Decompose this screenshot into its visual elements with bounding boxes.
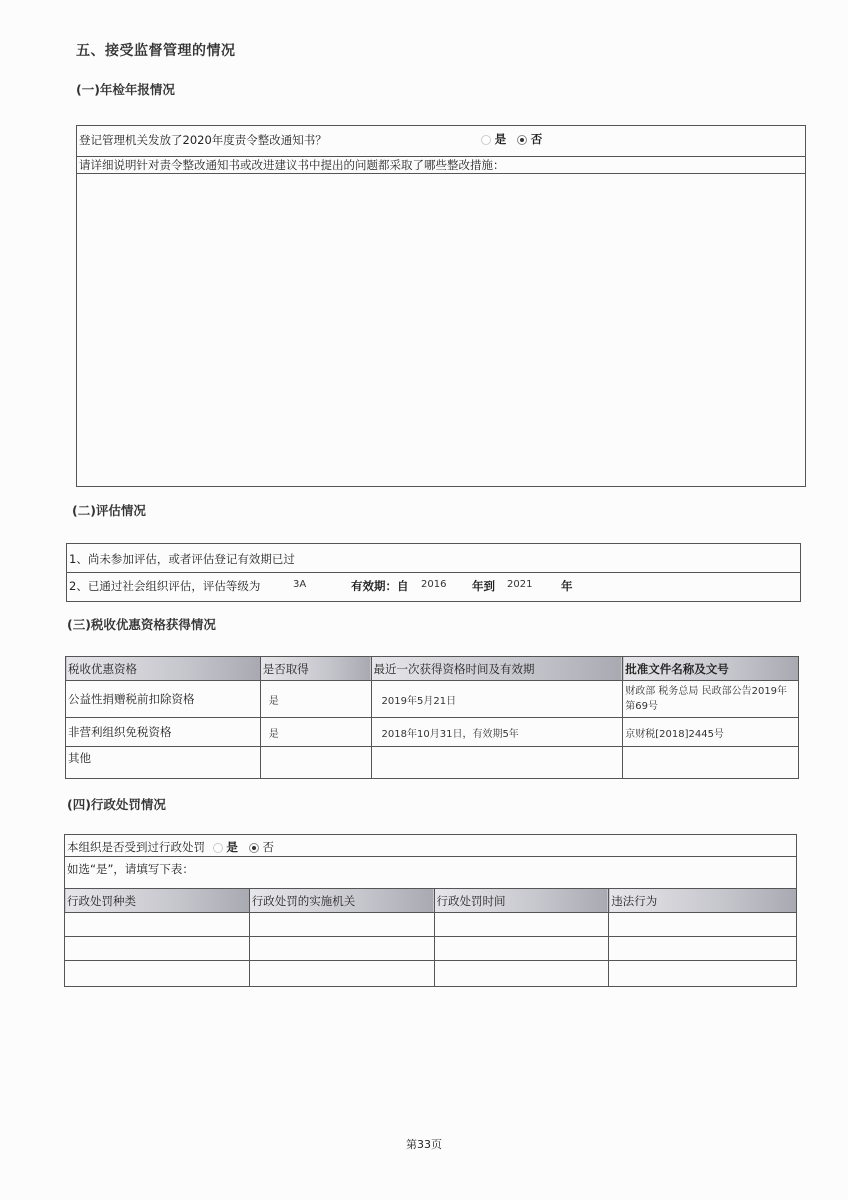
assessment-divider [67,572,800,573]
tax-cell-time: 2019年5月21日 [371,681,623,718]
penalty-cell[interactable] [434,913,609,937]
penalty-radio-no[interactable] [249,843,259,853]
tax-cell-qualification: 公益性捐赠税前扣除资格 [66,681,261,718]
tax-header-row [66,657,799,681]
assessment-box [66,543,801,602]
penalty-col-type: 行政处罚种类 [65,889,250,913]
annual-detail-label: 请详细说明针对责令整改通知书或改进建议书中提出的问题都采取了哪些整改措施： [79,158,505,172]
assessment-end-year: 2021 [507,579,533,590]
table-row [66,681,799,718]
annual-detail-area[interactable] [77,174,805,486]
penalty-col-authority: 行政处罚的实施机关 [249,889,434,913]
penalty-question-group [67,839,274,855]
annual-yes-label: 是 [494,132,507,146]
penalty-table [64,888,797,987]
annual-radio-group [481,131,542,147]
penalty-cell[interactable] [249,961,434,987]
tax-cell-approval: 京财税[2018]2445号 [623,718,799,747]
penalty-cell[interactable] [609,937,797,961]
tax-cell-approval: 财政部 税务总局 民政部公告2019年第69号 [623,681,799,718]
annual-box [76,125,806,487]
table-row [65,961,797,987]
assessment-level: 3A [293,579,307,590]
assessment-row-2-label: 2、已通过社会组织评估，评估等级为 [69,579,261,593]
penalty-cell[interactable] [65,937,250,961]
penalty-cell[interactable] [65,913,250,937]
penalty-col-violation: 违法行为 [609,889,797,913]
tax-cell-qualification: 非营利组织免税资格 [66,718,261,747]
tax-col-latest-time: 最近一次获得资格时间及有效期 [371,657,623,681]
assessment-year-suffix: 年 [561,579,573,593]
tax-heading: (三)税收优惠资格获得情况 [67,617,216,632]
tax-cell-time: 2018年10月31日，有效期5年 [371,718,623,747]
penalty-col-time: 行政处罚时间 [434,889,609,913]
tax-cell-qualification: 其他 [66,747,261,779]
annual-question: 登记管理机关发放了2020年度责令整改通知书？ [79,133,327,147]
penalty-question: 本组织是否受到过行政处罚 [67,840,205,854]
assessment-heading: (二)评估情况 [72,503,146,518]
penalty-cell[interactable] [434,937,609,961]
annual-heading: (一)年检年报情况 [76,82,175,97]
tax-cell-obtained: 是 [260,718,371,747]
annual-no-label: 否 [530,132,543,146]
penalty-fill-note: 如选“是”，请填写下表： [67,862,194,876]
penalty-cell[interactable] [609,913,797,937]
assessment-row-1: 1、尚未参加评估，或者评估登记有效期已过 [69,552,295,566]
table-row [65,937,797,961]
page-number: 第33页 [406,1138,442,1151]
penalty-no-label: 否 [262,840,274,854]
penalty-heading: (四)行政处罚情况 [67,797,166,812]
penalty-divider [65,856,796,857]
table-row [66,718,799,747]
penalty-cell[interactable] [249,913,434,937]
tax-col-qualification: 税收优惠资格 [66,657,261,681]
table-row [66,747,799,779]
penalty-cell[interactable] [609,961,797,987]
tax-cell-approval [623,747,799,779]
assessment-year-to: 年到 [472,579,495,593]
tax-cell-obtained [260,747,371,779]
penalty-radio-yes[interactable] [213,843,223,853]
penalty-yes-label: 是 [226,840,238,854]
penalty-question-box [64,834,797,895]
penalty-cell[interactable] [249,937,434,961]
penalty-cell[interactable] [65,961,250,987]
tax-col-approval-doc: 批准文件名称及文号 [623,657,799,681]
assessment-valid-label: 有效期：自 [351,579,409,593]
tax-col-obtained: 是否取得 [260,657,371,681]
assessment-start-year: 2016 [421,579,447,590]
annual-radio-no[interactable] [517,135,527,145]
annual-radio-yes[interactable] [481,135,491,145]
table-row [65,913,797,937]
penalty-header-row [65,889,797,913]
tax-cell-obtained: 是 [260,681,371,718]
section-title: 五、接受监督管理的情况 [76,43,236,59]
tax-cell-time [371,747,623,779]
penalty-cell[interactable] [434,961,609,987]
tax-table [65,656,799,779]
